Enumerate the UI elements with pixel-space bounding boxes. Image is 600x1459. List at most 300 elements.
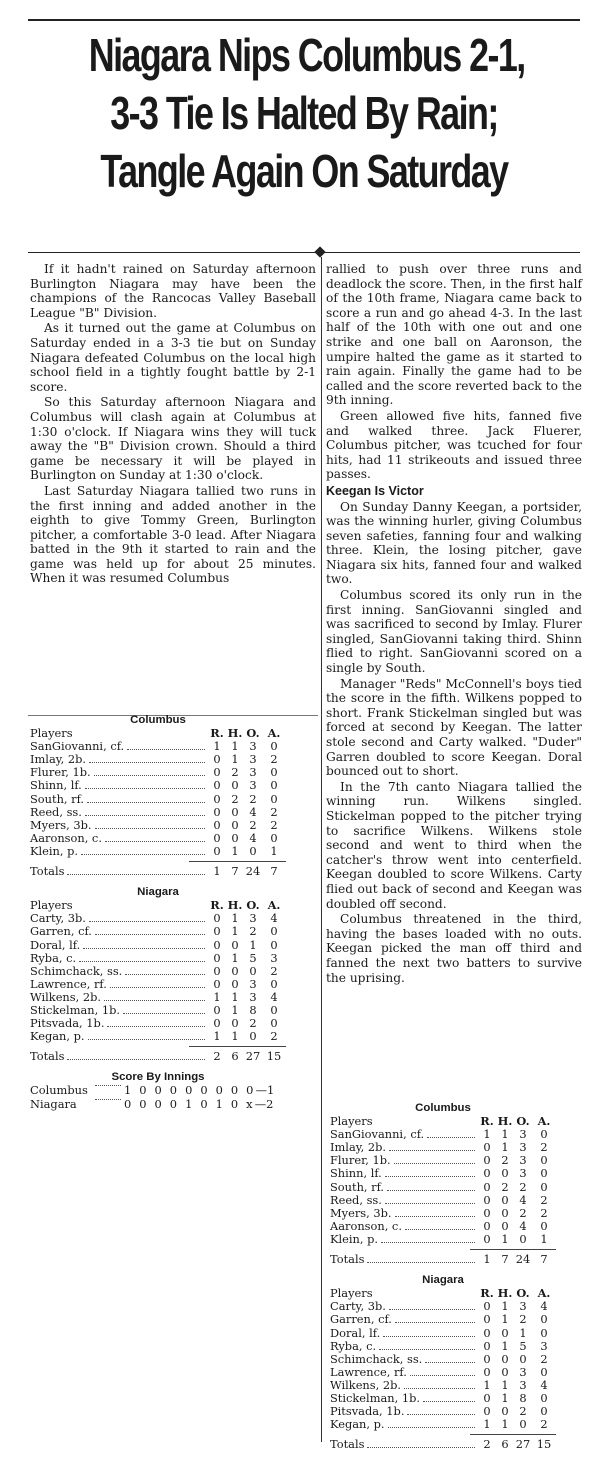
player-name: Flurer, 1b.: [330, 1153, 391, 1168]
player-name: Kegan, p.: [30, 1029, 85, 1044]
dot-leader: [104, 999, 205, 1001]
stat-r: 0: [483, 1218, 491, 1233]
stat-o: 8: [519, 1390, 527, 1405]
stat-h: 1: [231, 739, 239, 754]
column-header: O.: [246, 726, 260, 741]
stat-r: 1: [483, 1377, 491, 1392]
player-row: [30, 819, 286, 832]
stat-r: 0: [483, 1351, 491, 1366]
stat-h: 0: [231, 937, 239, 952]
stat-h: 1: [501, 1390, 509, 1405]
stat-r: 0: [483, 1140, 491, 1155]
player-name: Flurer, 1b.: [30, 765, 91, 780]
team-title: Columbus: [130, 714, 186, 726]
stat-a: 0: [540, 1364, 548, 1379]
stat-r: 0: [213, 1016, 221, 1031]
article-paragraph: Green allowed five hits, fanned five and walked three. Jack Fluerer, Columbus pitcher, was tcuched for four hits, had 11 strikeouts and issued three passes.: [326, 408, 582, 482]
dot-leader: [87, 801, 205, 803]
total-h: 6: [231, 1049, 239, 1064]
dot-leader: [405, 1228, 475, 1230]
stat-a: 0: [540, 1390, 548, 1405]
dot-leader: [85, 787, 205, 789]
stat-a: 2: [540, 1351, 548, 1366]
stat-h: 0: [501, 1205, 509, 1220]
dot-leader: [367, 1261, 475, 1263]
stat-o: 3: [249, 752, 257, 767]
stat-a: 2: [270, 752, 278, 767]
stat-r: 0: [213, 752, 221, 767]
stat-h: 0: [501, 1364, 509, 1379]
player-row: [30, 806, 286, 819]
player-name: Wilkens, 2b.: [30, 989, 102, 1004]
dot-leader: [407, 1413, 475, 1415]
dot-leader: [83, 947, 205, 949]
stat-a: 0: [270, 976, 278, 991]
stat-o: 3: [519, 1364, 527, 1379]
total-a: 7: [540, 1252, 548, 1267]
column-header: H.: [227, 726, 243, 741]
player-row: [330, 1233, 556, 1246]
stat-o: 0: [249, 843, 257, 858]
dot-leader: [394, 1162, 475, 1164]
stat-a: 0: [540, 1312, 548, 1327]
dot-leader: [379, 1348, 475, 1350]
dot-leader: [123, 1012, 205, 1014]
stat-r: 0: [213, 765, 221, 780]
stat-o: 4: [249, 804, 257, 819]
dot-leader: [425, 1361, 475, 1363]
player-row: [330, 1207, 556, 1220]
innings-final: —2: [254, 1096, 274, 1111]
stat-h: 1: [501, 1127, 509, 1142]
stat-h: 2: [501, 1153, 509, 1168]
player-name: Klein, p.: [30, 843, 79, 858]
stat-r: 1: [483, 1417, 491, 1432]
stat-o: 3: [249, 778, 257, 793]
stat-a: 2: [270, 963, 278, 978]
stat-r: 0: [213, 963, 221, 978]
stat-r: 0: [213, 911, 221, 926]
player-name: Wilkens, 2b.: [330, 1377, 402, 1392]
top-rule: [28, 19, 580, 21]
dot-leader: [81, 853, 205, 855]
totals-rule: [189, 1046, 286, 1047]
player-row: [30, 939, 286, 952]
player-name: Schimchack, ss.: [30, 963, 123, 978]
stat-r: 1: [213, 1029, 221, 1044]
total-a: 7: [270, 864, 278, 879]
stat-o: 3: [249, 739, 257, 754]
column-header: R.: [480, 1286, 494, 1301]
dot-leader: [125, 973, 205, 975]
total-o: 24: [515, 1252, 531, 1267]
player-name: Myers, 3b.: [330, 1205, 392, 1220]
player-row: [330, 1379, 556, 1392]
stat-a: 4: [540, 1299, 548, 1314]
dot-leader: [389, 1149, 475, 1151]
totals-label: Totals: [30, 864, 65, 879]
stat-h: 0: [501, 1325, 509, 1340]
stat-h: 1: [501, 1338, 509, 1353]
article-paragraph: So this Saturday afternoon Niagara and Columbus will clash again at Columbus at 1:30 o'clock. If Niagara wins they will tuck away the "B" Division crown. Should a third game be necessary it will be played in Burlington on Sunday at 1:30 o'clock.: [30, 395, 316, 483]
stat-o: 3: [249, 911, 257, 926]
player-name: Stickelman, 1b.: [330, 1390, 421, 1405]
stat-o: 2: [519, 1404, 527, 1419]
stat-a: 3: [540, 1338, 548, 1353]
stat-o: 4: [249, 830, 257, 845]
stat-a: 0: [270, 924, 278, 939]
player-name: South, rf.: [30, 791, 85, 806]
stat-r: 0: [213, 843, 221, 858]
stat-h: 1: [501, 1299, 509, 1314]
innings-line: 0 0 0 0 1 0 1 0 x: [124, 1096, 255, 1111]
stat-h: 0: [501, 1218, 509, 1233]
stat-h: 0: [231, 830, 239, 845]
stat-o: 3: [249, 989, 257, 1004]
stat-o: 3: [519, 1377, 527, 1392]
stat-r: 0: [213, 817, 221, 832]
player-name: Carty, 3b.: [330, 1299, 386, 1314]
player-row: [30, 991, 286, 1004]
stat-o: 2: [519, 1179, 527, 1194]
stat-o: 2: [249, 791, 257, 806]
total-a: 15: [536, 1437, 552, 1452]
dot-leader: [94, 774, 205, 776]
innings-line: 1 0 0 0 0 0 0 0 0: [124, 1083, 256, 1098]
stat-h: 1: [501, 1417, 509, 1432]
stat-a: 0: [270, 1016, 278, 1031]
stat-h: 2: [231, 791, 239, 806]
headline-rule: [28, 252, 580, 253]
stat-a: 0: [270, 1002, 278, 1017]
stat-a: 0: [540, 1153, 548, 1168]
stat-r: 0: [483, 1166, 491, 1181]
article-paragraph: Columbus scored its only run in the first inning. SanGiovanni singled and was sacrificed to second by Imlay. Flurer singled, SanGiovanni taking third. Shinn flied to right. SanGiovanni scored on a single by South.: [326, 588, 582, 676]
stat-h: 0: [231, 976, 239, 991]
dot-leader: [389, 1308, 475, 1310]
dot-leader: [385, 1202, 475, 1204]
headline: [88, 26, 525, 200]
stat-h: 0: [231, 963, 239, 978]
dot-leader: [395, 1321, 475, 1323]
article-left-column: [30, 262, 316, 587]
column-header: H.: [497, 1114, 513, 1129]
player-name: Doral, lf.: [330, 1325, 381, 1340]
dot-leader: [110, 986, 205, 988]
player-name: Reed, ss.: [30, 804, 82, 819]
stat-h: 1: [231, 950, 239, 965]
stat-a: 3: [270, 950, 278, 965]
dot-leader: [423, 1400, 475, 1402]
stat-r: 0: [483, 1153, 491, 1168]
stat-o: 2: [519, 1312, 527, 1327]
team-title: Niagara: [422, 1274, 464, 1287]
stat-a: 2: [540, 1417, 548, 1432]
innings-row: [30, 1098, 286, 1111]
dot-leader: [95, 1084, 121, 1086]
dot-leader: [127, 748, 205, 750]
team-title: Columbus: [415, 1102, 471, 1114]
player-row: [330, 1327, 556, 1340]
stat-r: 0: [213, 804, 221, 819]
article-paragraph: As it turned out the game at Columbus on Saturday ended in a 3-3 tie but on Sunday Niagara defeated Columbus on the local high school field in a tightly fought battle by 2-1 score.: [30, 321, 316, 394]
stat-r: 0: [213, 924, 221, 939]
column-header: O.: [516, 1286, 530, 1301]
player-name: Stickelman, 1b.: [30, 1002, 121, 1017]
total-r: 2: [483, 1437, 491, 1452]
stat-o: 0: [519, 1351, 527, 1366]
column-header: A.: [537, 1114, 551, 1129]
stat-r: 0: [213, 950, 221, 965]
stat-a: 1: [540, 1231, 548, 1246]
column-header: H.: [497, 1286, 513, 1301]
totals-label: Totals: [30, 1049, 65, 1064]
spacer: [76, 736, 205, 737]
stat-r: 0: [213, 830, 221, 845]
stat-o: 3: [519, 1299, 527, 1314]
dot-leader: [395, 1215, 475, 1217]
stat-a: 2: [270, 1029, 278, 1044]
stat-r: 0: [483, 1390, 491, 1405]
stat-o: 4: [519, 1218, 527, 1233]
player-name: Aaronson, c.: [30, 830, 102, 845]
stat-a: 4: [270, 911, 278, 926]
stat-r: 0: [483, 1192, 491, 1207]
player-name: Klein, p.: [330, 1231, 379, 1246]
player-name: Aaronson, c.: [330, 1218, 402, 1233]
player-name: Myers, 3b.: [30, 817, 92, 832]
dot-leader: [107, 1025, 205, 1027]
stat-h: 2: [231, 765, 239, 780]
stat-h: 1: [501, 1140, 509, 1155]
stat-r: 0: [483, 1179, 491, 1194]
total-h: 7: [231, 864, 239, 879]
stat-r: 0: [483, 1364, 491, 1379]
stat-a: 1: [270, 843, 278, 858]
spacer: [376, 1296, 475, 1297]
dot-leader: [381, 1241, 475, 1243]
dot-leader: [95, 933, 205, 935]
team-title: Niagara: [137, 886, 179, 899]
stat-r: 1: [483, 1127, 491, 1142]
column-header: O.: [516, 1114, 530, 1129]
stat-o: 5: [519, 1338, 527, 1353]
stat-o: 5: [249, 950, 257, 965]
player-name: Garren, cf.: [30, 924, 92, 939]
player-name: Schimchack, ss.: [330, 1351, 423, 1366]
article-paragraph: In the 7th canto Niagara tallied the winning run. Wilkens singled. Stickelman popped to the pitcher trying to sacrifice Wilkens. Wilkens stole second and went to third when the catcher's throw went into centerfield. Keegan doubled to score Wilkens. Carty flied out back of second and Keegan was doubled off second.: [326, 779, 582, 911]
stat-r: 0: [483, 1231, 491, 1246]
stat-h: 0: [501, 1404, 509, 1419]
total-a: 15: [266, 1049, 282, 1064]
stat-a: 0: [540, 1218, 548, 1233]
dot-leader: [95, 1098, 121, 1100]
headline-line-2: 3-3 Tie Is Halted By Rain;: [110, 87, 498, 139]
column-header: R.: [210, 898, 224, 913]
column-header: A.: [267, 898, 281, 913]
stat-o: 0: [249, 1029, 257, 1044]
total-r: 1: [483, 1252, 491, 1267]
stat-r: 0: [483, 1338, 491, 1353]
totals-row: [30, 865, 286, 878]
total-r: 2: [213, 1049, 221, 1064]
player-row: [330, 1220, 556, 1233]
player-row: [30, 845, 286, 858]
dot-leader: [383, 1335, 475, 1337]
stat-o: 3: [249, 765, 257, 780]
player-row: [330, 1313, 556, 1326]
player-row: [30, 832, 286, 845]
player-row: [30, 978, 286, 991]
stat-o: 0: [249, 963, 257, 978]
article-paragraph: Last Saturday Niagara tallied two runs in the first inning and added another in the eighth to give Tommy Green, Burlington pitcher, a comfortable 3-0 lead. After Niagara batted in the 9th it started to rain and the game was held up for about 25 minutes. When it was resumed Columbus: [30, 483, 316, 586]
stat-r: 0: [213, 976, 221, 991]
stat-o: 3: [519, 1140, 527, 1155]
player-name: Lawrence, rf.: [30, 976, 107, 991]
stat-r: 0: [213, 1002, 221, 1017]
player-name: Ryba, c.: [330, 1338, 377, 1353]
box-score-right: [330, 1102, 556, 1459]
player-row: [30, 779, 286, 792]
player-row: [330, 1340, 556, 1353]
totals-row: [330, 1253, 556, 1266]
dot-leader: [89, 761, 205, 763]
players-label: Players: [330, 1286, 373, 1301]
innings-row: [30, 1084, 286, 1097]
stat-o: 2: [519, 1205, 527, 1220]
stat-a: 0: [540, 1166, 548, 1181]
stat-r: 0: [213, 937, 221, 952]
stat-h: 1: [231, 1002, 239, 1017]
dot-leader: [410, 1374, 475, 1376]
dot-leader: [67, 873, 205, 875]
total-r: 1: [213, 864, 221, 879]
stat-h: 1: [501, 1231, 509, 1246]
stat-h: 1: [501, 1377, 509, 1392]
article-paragraph: Manager "Reds" McConnell's boys tied the score in the fifth. Wilkens popped to short. Frank Stickelman singled but was forced at second by Keegan. The latter stole second and Carty walked. "Duder" Garren doubled to score Keegan. Doral bounced out to short.: [326, 676, 582, 779]
player-name: Ryba, c.: [30, 950, 77, 965]
subhead: Keegan Is Victor: [326, 483, 424, 498]
player-name: Pitsvada, 1b.: [330, 1404, 405, 1419]
headline-line-1: Niagara Nips Columbus 2-1,: [88, 29, 525, 81]
article-paragraph: If it hadn't rained on Saturday afternoon Burlington Niagara may have been the champions of the Rancocas Valley Baseball League "B" Division.: [30, 262, 316, 320]
stat-h: 0: [501, 1351, 509, 1366]
stat-r: 0: [483, 1312, 491, 1327]
stat-h: 0: [501, 1192, 509, 1207]
stat-a: 0: [270, 765, 278, 780]
stat-r: 1: [213, 739, 221, 754]
headline-line-3: Tangle Again On Saturday: [100, 145, 508, 197]
column-header: R.: [210, 726, 224, 741]
dot-leader: [404, 1387, 475, 1389]
stat-o: 2: [249, 924, 257, 939]
stat-o: 0: [519, 1231, 527, 1246]
player-name: SanGiovanni, cf.: [330, 1127, 425, 1142]
player-row: [330, 1418, 556, 1431]
stat-a: 0: [540, 1127, 548, 1142]
stat-o: 3: [519, 1153, 527, 1168]
stat-a: 0: [270, 778, 278, 793]
player-row: [330, 1181, 556, 1194]
spacer: [376, 1124, 475, 1125]
player-name: Imlay, 2b.: [330, 1140, 387, 1155]
stat-a: 2: [270, 804, 278, 819]
dot-leader: [89, 920, 205, 922]
player-row: [30, 952, 286, 965]
player-row: [30, 925, 286, 938]
dot-leader: [95, 827, 205, 829]
dot-leader: [388, 1426, 475, 1428]
dot-leader: [387, 1189, 475, 1191]
player-name: Carty, 3b.: [30, 911, 86, 926]
stat-a: 0: [540, 1325, 548, 1340]
totals-row: [330, 1438, 556, 1451]
stat-h: 1: [231, 843, 239, 858]
spacer: [76, 908, 205, 909]
column-header: A.: [267, 726, 281, 741]
player-name: Garren, cf.: [330, 1312, 392, 1327]
stat-r: 0: [213, 778, 221, 793]
totals-label: Totals: [330, 1437, 365, 1452]
total-o: 27: [515, 1437, 531, 1452]
column-header: R.: [480, 1114, 494, 1129]
player-row: [330, 1194, 556, 1207]
stat-o: 0: [519, 1417, 527, 1432]
stat-h: 1: [231, 752, 239, 767]
stat-r: 1: [213, 989, 221, 1004]
player-row: [30, 965, 286, 978]
players-label: Players: [330, 1114, 373, 1129]
dot-leader: [79, 960, 205, 962]
stat-a: 0: [540, 1179, 548, 1194]
totals-rule: [189, 861, 286, 862]
box-score-left: [30, 714, 286, 1111]
player-row: [330, 1353, 556, 1366]
player-name: Shinn, lf.: [30, 778, 82, 793]
dot-leader: [427, 1136, 475, 1138]
stat-o: 3: [519, 1166, 527, 1181]
dot-leader: [105, 840, 205, 842]
stat-r: 0: [483, 1325, 491, 1340]
dot-leader: [67, 1058, 205, 1060]
article-paragraph: rallied to push over three runs and deadlock the score. Then, in the first half of the 10th frame, Niagara came back to score a run and go ahead 4-3. In the last half of the 10th with one out and one strike and one ball on Aaronson, the umpire halted the game as it started to rain again. Finally the game had to be called and the score reverted back to the 9th inning.: [326, 262, 582, 408]
rule-ornament: [314, 246, 325, 257]
player-name: Doral, lf.: [30, 937, 81, 952]
stat-o: 8: [249, 1002, 257, 1017]
dot-leader: [88, 1038, 205, 1040]
stat-h: 0: [231, 804, 239, 819]
stat-a: 0: [270, 937, 278, 952]
dot-leader: [85, 814, 205, 816]
stat-r: 0: [213, 791, 221, 806]
stat-a: 4: [540, 1377, 548, 1392]
innings-team: Niagara: [30, 1096, 77, 1111]
players-label: Players: [30, 898, 73, 913]
stat-a: 2: [540, 1140, 548, 1155]
totals-label: Totals: [330, 1252, 365, 1267]
stat-r: 0: [483, 1299, 491, 1314]
innings-final: —1: [255, 1083, 275, 1098]
player-row: [330, 1167, 556, 1180]
stat-o: 2: [249, 1016, 257, 1031]
innings-team: Columbus: [30, 1083, 88, 1098]
column-header: A.: [537, 1286, 551, 1301]
stat-h: 1: [231, 1029, 239, 1044]
article-paragraph: On Sunday Danny Keegan, a portsider, was the winning hurler, giving Columbus seven safeties, fanning four and walking three. Klein, the losing pitcher, gave Niagara six hits, fanned four and walked two.: [326, 499, 582, 587]
totals-rule: [470, 1434, 556, 1435]
stat-h: 1: [501, 1312, 509, 1327]
stat-h: 1: [231, 911, 239, 926]
